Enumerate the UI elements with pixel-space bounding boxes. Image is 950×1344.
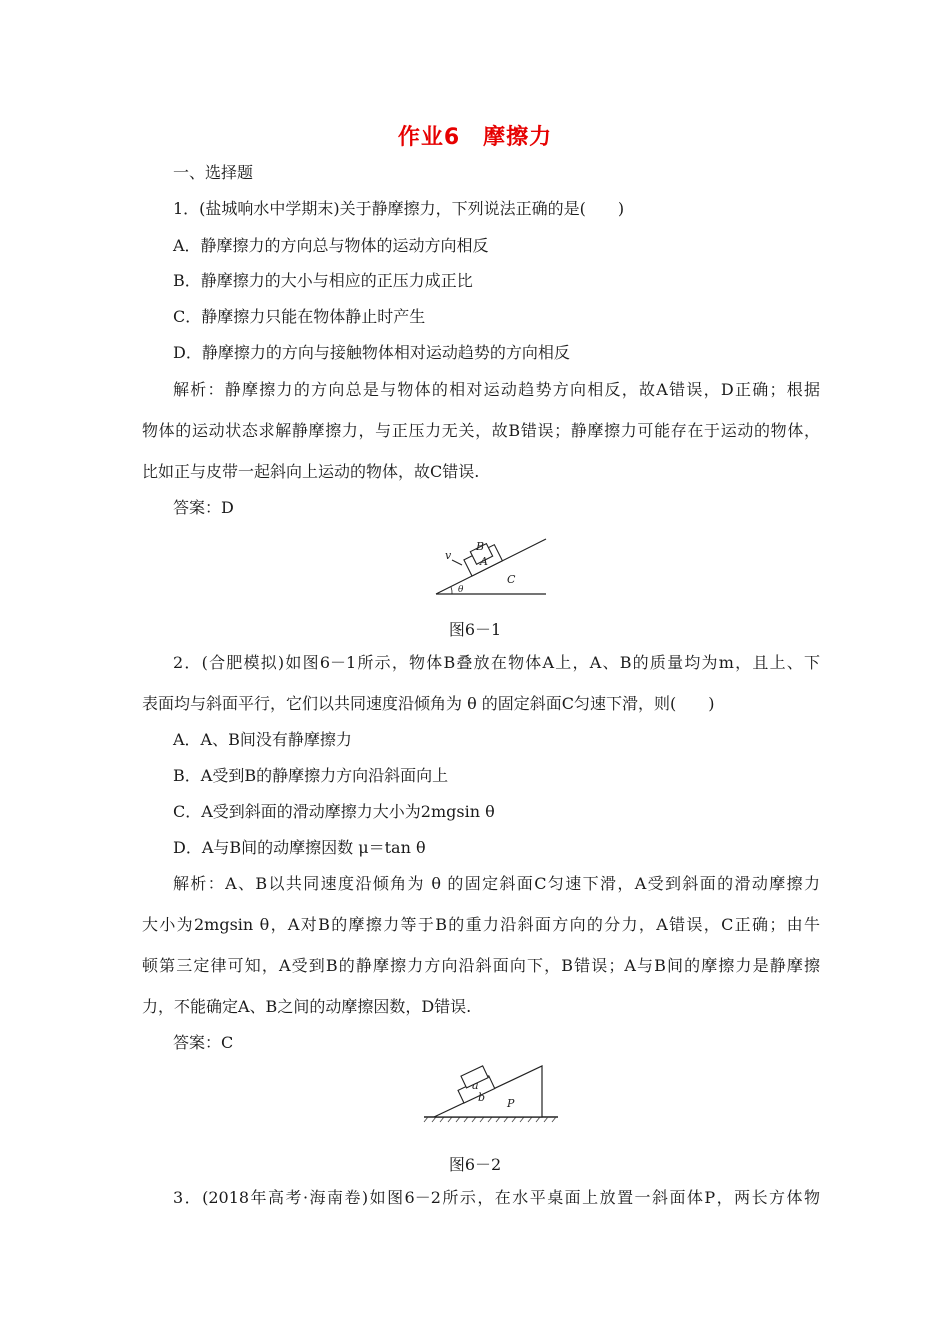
q1-option-c: C．静摩擦力只能在物体静止时产生 [173, 307, 426, 326]
q1-option-d: D．静摩擦力的方向与接触物体相对运动趋势的方向相反 [173, 343, 570, 362]
q2-analysis-line: 解析：A、B以共同速度沿倾角为 θ 的固定斜面C匀速下滑，A受到斜面的滑动摩擦力 [173, 874, 820, 893]
q1-stem: 1．(盐城响水中学期末)关于静摩擦力，下列说法正确的是( ) [173, 199, 625, 218]
figure-6-1-caption: 图6－1 [448, 620, 502, 639]
label-a: A [480, 555, 488, 568]
table-hatch [424, 1117, 556, 1122]
label-theta: θ [458, 585, 464, 595]
q2-option-b: B．A受到B的静摩擦力方向沿斜面向上 [173, 766, 449, 785]
q2-analysis-line: 大小为2mgsin θ，A对B的摩擦力等于B的重力沿斜面方向的分力，A错误，C正确；由牛 [142, 915, 820, 934]
velocity-arrow [452, 560, 462, 565]
page-title: 作业6 摩擦力 [397, 125, 553, 150]
q2-option-a: A．A、B间没有静摩擦力 [173, 730, 352, 749]
section-heading: 一、选择题 [173, 163, 254, 182]
label-v: v [445, 549, 452, 562]
q2-analysis-line: 顿第三定律可知，A受到B的静摩擦力方向沿斜面向下，B错误；A与B间的摩擦力是静摩擦 [142, 956, 820, 975]
figure-6-1 [430, 530, 550, 600]
q1-analysis-line: 比如正与皮带一起斜向上运动的物体，故C错误. [142, 462, 480, 481]
q2-analysis-line: 力，不能确定A、B之间的动摩擦因数，D错误. [142, 997, 472, 1016]
q2-stem-line: 表面均与斜面平行，它们以共同速度沿倾角为 θ 的固定斜面C匀速下滑，则( ) [142, 694, 715, 713]
q2-answer: 答案：C [173, 1033, 234, 1052]
figure-6-2 [420, 1060, 560, 1126]
q2-option-c: C．A受到斜面的滑动摩擦力大小为2mgsin θ [173, 802, 495, 821]
label-b: B [476, 540, 485, 553]
q1-analysis-line: 物体的运动状态求解静摩擦力，与正压力无关，故B错误；静摩擦力可能存在于运动的物体， [142, 421, 820, 440]
q1-answer: 答案：D [173, 498, 234, 517]
q2-option-d: D．A与B间的动摩擦因数 μ＝tan θ [173, 838, 426, 857]
figure-6-2-caption: 图6－2 [448, 1155, 502, 1174]
q3-stem: 3．(2018年高考·海南卷)如图6－2所示，在水平桌面上放置一斜面体P，两长方体物 [173, 1188, 820, 1207]
label-c: C [507, 573, 516, 586]
q1-option-b: B．静摩擦力的大小与相应的正压力成正比 [173, 271, 473, 290]
label-a: a [472, 1079, 479, 1092]
label-p: P [507, 1097, 515, 1110]
q1-option-a: A．静摩擦力的方向总与物体的运动方向相反 [173, 236, 489, 255]
q1-analysis-line: 解析：静摩擦力的方向总是与物体的相对运动趋势方向相反，故A错误，D正确；根据 [173, 380, 820, 399]
label-b: b [478, 1091, 486, 1104]
q2-stem-line: 2．(合肥模拟)如图6－1所示，物体B叠放在物体A上，A、B的质量均为m，且上、下 [173, 653, 820, 672]
